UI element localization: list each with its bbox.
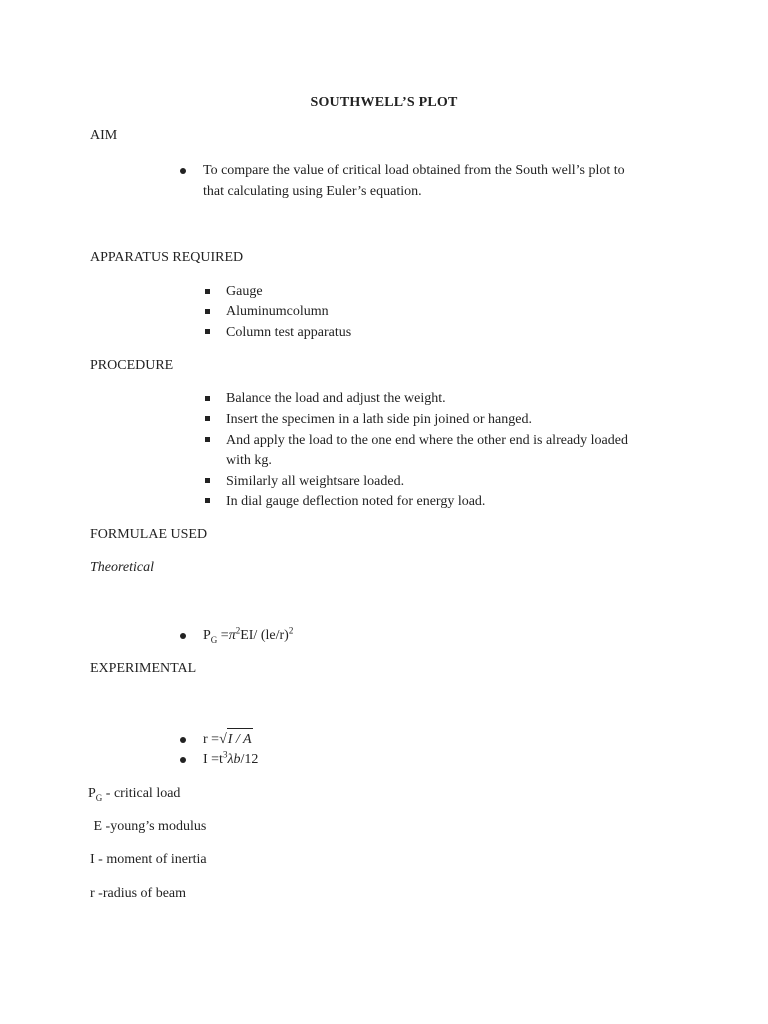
bullet-square-icon (205, 498, 210, 503)
apparatus-item: Gauge (226, 284, 263, 299)
definition-symbol: P (88, 786, 96, 801)
procedure-item: Similarly all weightsare loaded. (226, 474, 405, 489)
bullet-dot-icon (180, 757, 186, 763)
bullet-dot-icon (180, 737, 186, 743)
apparatus-item: Aluminumcolumn (226, 304, 329, 319)
formula-i-lambda: λ (227, 752, 234, 767)
page-title: SOUTHWELL’S PLOT (310, 95, 458, 110)
bullet-square-icon (205, 416, 210, 421)
definition-critical-load (88, 786, 180, 802)
formula-r (203, 728, 253, 750)
bullet-dot-icon (180, 168, 186, 174)
bullet-square-icon (205, 396, 210, 401)
formula-pi-exponent: 2 (235, 625, 241, 636)
bullet-square-icon (205, 289, 210, 294)
formula-i-tail: /12 (240, 752, 259, 767)
procedure-heading: PROCEDURE (90, 358, 174, 373)
apparatus-item: Column test apparatus (226, 325, 352, 340)
formula-pi: π (228, 628, 236, 643)
aim-heading: AIM (90, 128, 118, 143)
definition-youngs-modulus: E -young’s modulus (90, 819, 207, 834)
procedure-item: In dial gauge deflection noted for energy load. (226, 494, 486, 509)
definition-subscript: G (95, 792, 103, 803)
formula-rest: EI/ (le/r) (240, 628, 289, 643)
bullet-square-icon (205, 478, 210, 483)
formula-i (203, 749, 258, 770)
procedure-item: And apply the load to the one end where the other end is already loaded (226, 433, 628, 448)
theoretical-formula (203, 625, 293, 646)
experimental-heading: EXPERIMENTAL (90, 661, 197, 676)
formula-p-subscript: G (210, 634, 218, 645)
formula-p-symbol: P (203, 628, 211, 643)
radical-sign: √ (219, 732, 227, 747)
definition-radius: r -radius of beam (90, 886, 187, 901)
formula-i-b: b (233, 752, 241, 767)
bullet-square-icon (205, 437, 210, 442)
formula-i-lhs: I =t (203, 752, 223, 767)
bullet-dot-icon (180, 633, 186, 639)
formula-rest-exponent: 2 (288, 625, 294, 636)
formula-r-lhs: r = (203, 732, 220, 747)
definition-moment-of-inertia: I - moment of inertia (90, 852, 207, 867)
apparatus-heading: APPARATUS REQUIRED (90, 250, 244, 265)
aim-item-line-1: To compare the value of critical load obtained from the South well’s plot to (203, 163, 625, 178)
procedure-item: Insert the specimen in a lath side pin joined or hanged. (226, 412, 532, 427)
aim-item-line-2: that calculating using Euler’s equation. (203, 184, 422, 199)
formulae-heading: FORMULAE USED (90, 527, 208, 542)
bullet-square-icon (205, 329, 210, 334)
definition-text: - critical load (102, 786, 181, 801)
theoretical-label: Theoretical (90, 560, 155, 575)
formula-i-exponent: 3 (222, 749, 228, 760)
procedure-item-continuation: with kg. (226, 453, 272, 468)
bullet-square-icon (205, 309, 210, 314)
procedure-item: Balance the load and adjust the weight. (226, 391, 446, 406)
formula-r-radicand: I / A (227, 728, 253, 750)
formula-equals: = (217, 628, 229, 643)
